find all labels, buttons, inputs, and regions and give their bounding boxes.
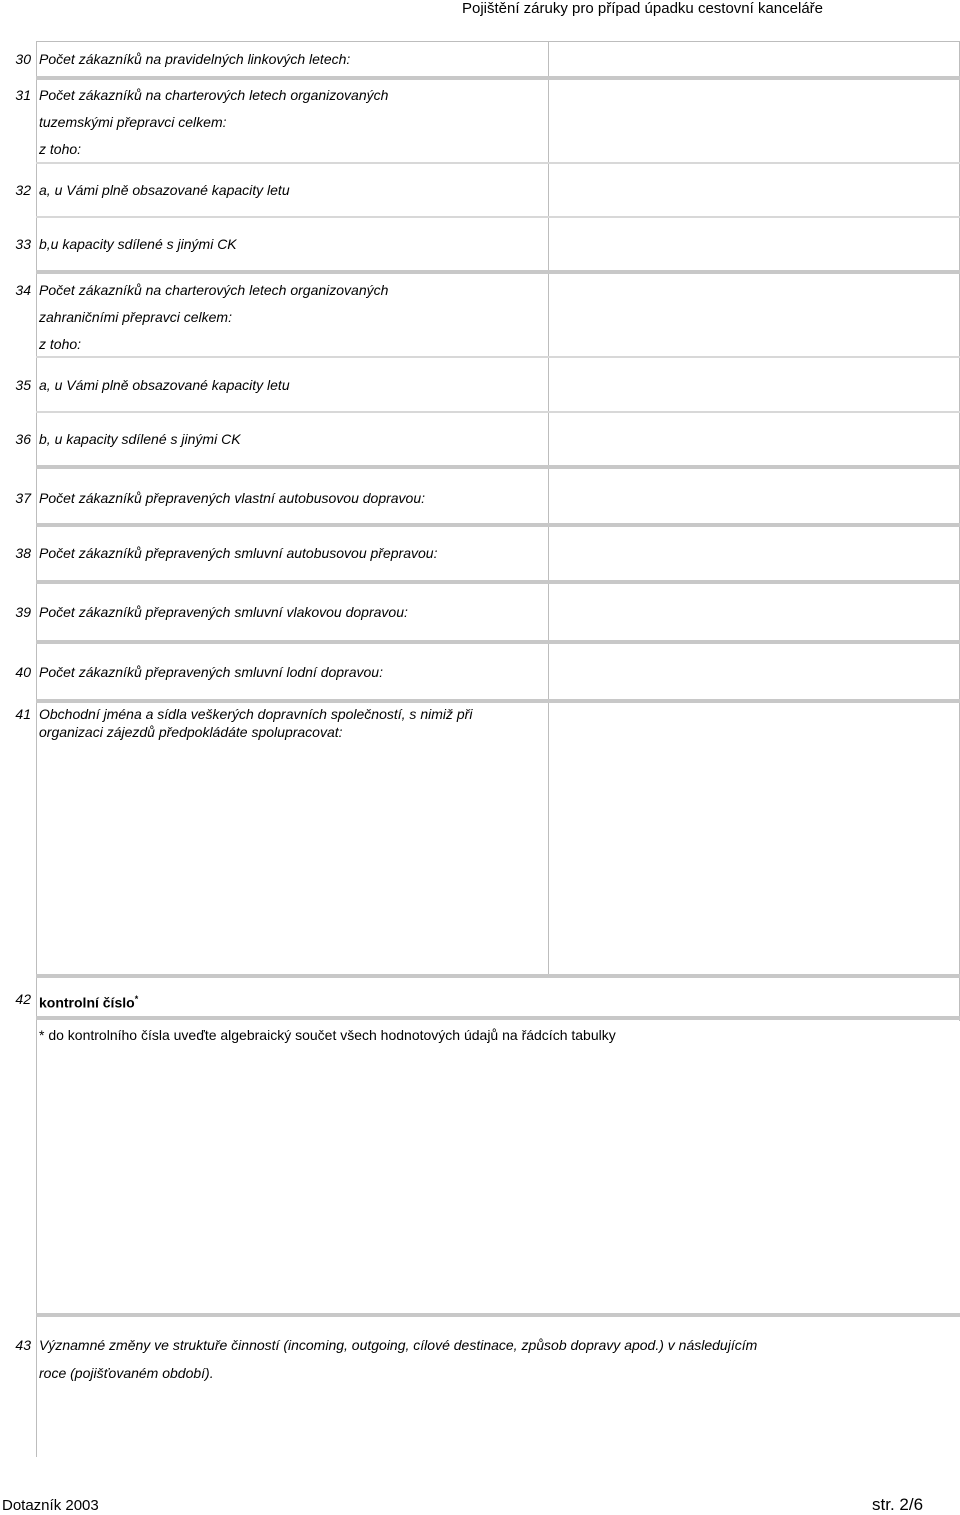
- row-label: roce (pojišťovaném období).: [39, 1365, 214, 1381]
- row-separator: [36, 640, 960, 644]
- row-label: b, u kapacity sdílené s jinými CK: [39, 431, 241, 447]
- row-number: 42: [15, 991, 31, 1007]
- footnote: * do kontrolního čísla uveďte algebraický součet všech hodnotových údajů na řádcích tabulky: [39, 1027, 616, 1043]
- row-separator: [36, 356, 960, 358]
- row-separator: [36, 699, 960, 703]
- footnote-mark: *: [134, 994, 139, 1004]
- row-number: 30: [15, 51, 31, 67]
- row-separator: [36, 270, 960, 274]
- row-number: 31: [15, 87, 31, 103]
- row-number: 41: [15, 706, 31, 722]
- row-label: z toho:: [39, 336, 82, 352]
- row-number: 40: [15, 664, 31, 680]
- row-label: Počet zákazníků na charterových letech organizovaných: [39, 282, 389, 298]
- header-title: Pojištění záruky pro případ úpadku cestovní kanceláře: [461, 0, 824, 17]
- row-label: tuzemskými přepravci celkem:: [39, 114, 227, 130]
- row-separator: [36, 1016, 960, 1020]
- row-label: Počet zákazníků přepravených smluvní vlakovou dopravou:: [39, 604, 408, 620]
- row-number: 36: [15, 431, 31, 447]
- row-separator: [36, 523, 960, 527]
- row-label: Počet zákazníků na charterových letech organizovaných: [39, 87, 389, 103]
- row-label: a, u Vámi plně obsazované kapacity letu: [39, 377, 290, 393]
- row-separator: [36, 411, 960, 413]
- row-number: 35: [15, 377, 31, 393]
- row-separator: [36, 974, 960, 978]
- row-number: 39: [15, 604, 31, 620]
- row-separator: [36, 162, 960, 164]
- column-divider: [548, 41, 549, 977]
- control-number-label: [39, 990, 138, 1012]
- footer-page-number: str. 2/6: [872, 1495, 924, 1514]
- row-label: z toho:: [39, 141, 82, 157]
- row-label: Počet zákazníků přepravených smluvní lodní dopravou:: [39, 664, 383, 680]
- table-top-border: [36, 41, 960, 42]
- row-label: Obchodní jména a sídla veškerých dopravních společností, s nimiž při: [39, 706, 473, 722]
- row-number: 38: [15, 545, 31, 561]
- row-separator: [36, 465, 960, 469]
- row-label: zahraničními přepravci celkem:: [39, 309, 232, 325]
- row-label: Počet zákazníků na pravidelných linkových letech:: [39, 51, 351, 67]
- row-separator: [36, 76, 960, 80]
- row-label: Významné změny ve struktuře činností (incoming, outgoing, cílové destinace, způsob dopravy apod.) v následujícím: [39, 1337, 758, 1353]
- row-number: 32: [15, 182, 31, 198]
- row-label: a, u Vámi plně obsazované kapacity letu: [39, 182, 290, 198]
- row-label: organizaci zájezdů předpokládáte spolupracovat:: [39, 724, 343, 740]
- row-separator: [36, 1313, 960, 1317]
- footer-document-name: Dotazník 2003: [2, 1497, 99, 1514]
- row-separator: [36, 216, 960, 218]
- row-label: Počet zákazníků přepravených smluvní autobusovou přepravou:: [39, 545, 438, 561]
- row-separator: [36, 580, 960, 584]
- row-number: 43: [15, 1337, 31, 1353]
- row-number: 37: [15, 490, 31, 506]
- row-number: 34: [15, 282, 31, 298]
- row-label: b,u kapacity sdílené s jinými CK: [39, 236, 237, 252]
- row-number: 33: [15, 236, 31, 252]
- table-left-border: [36, 41, 37, 1457]
- row-label: Počet zákazníků přepravených vlastní autobusovou dopravou:: [39, 490, 426, 506]
- page-header: [0, 0, 960, 17]
- control-number-text: kontrolní číslo: [39, 994, 135, 1011]
